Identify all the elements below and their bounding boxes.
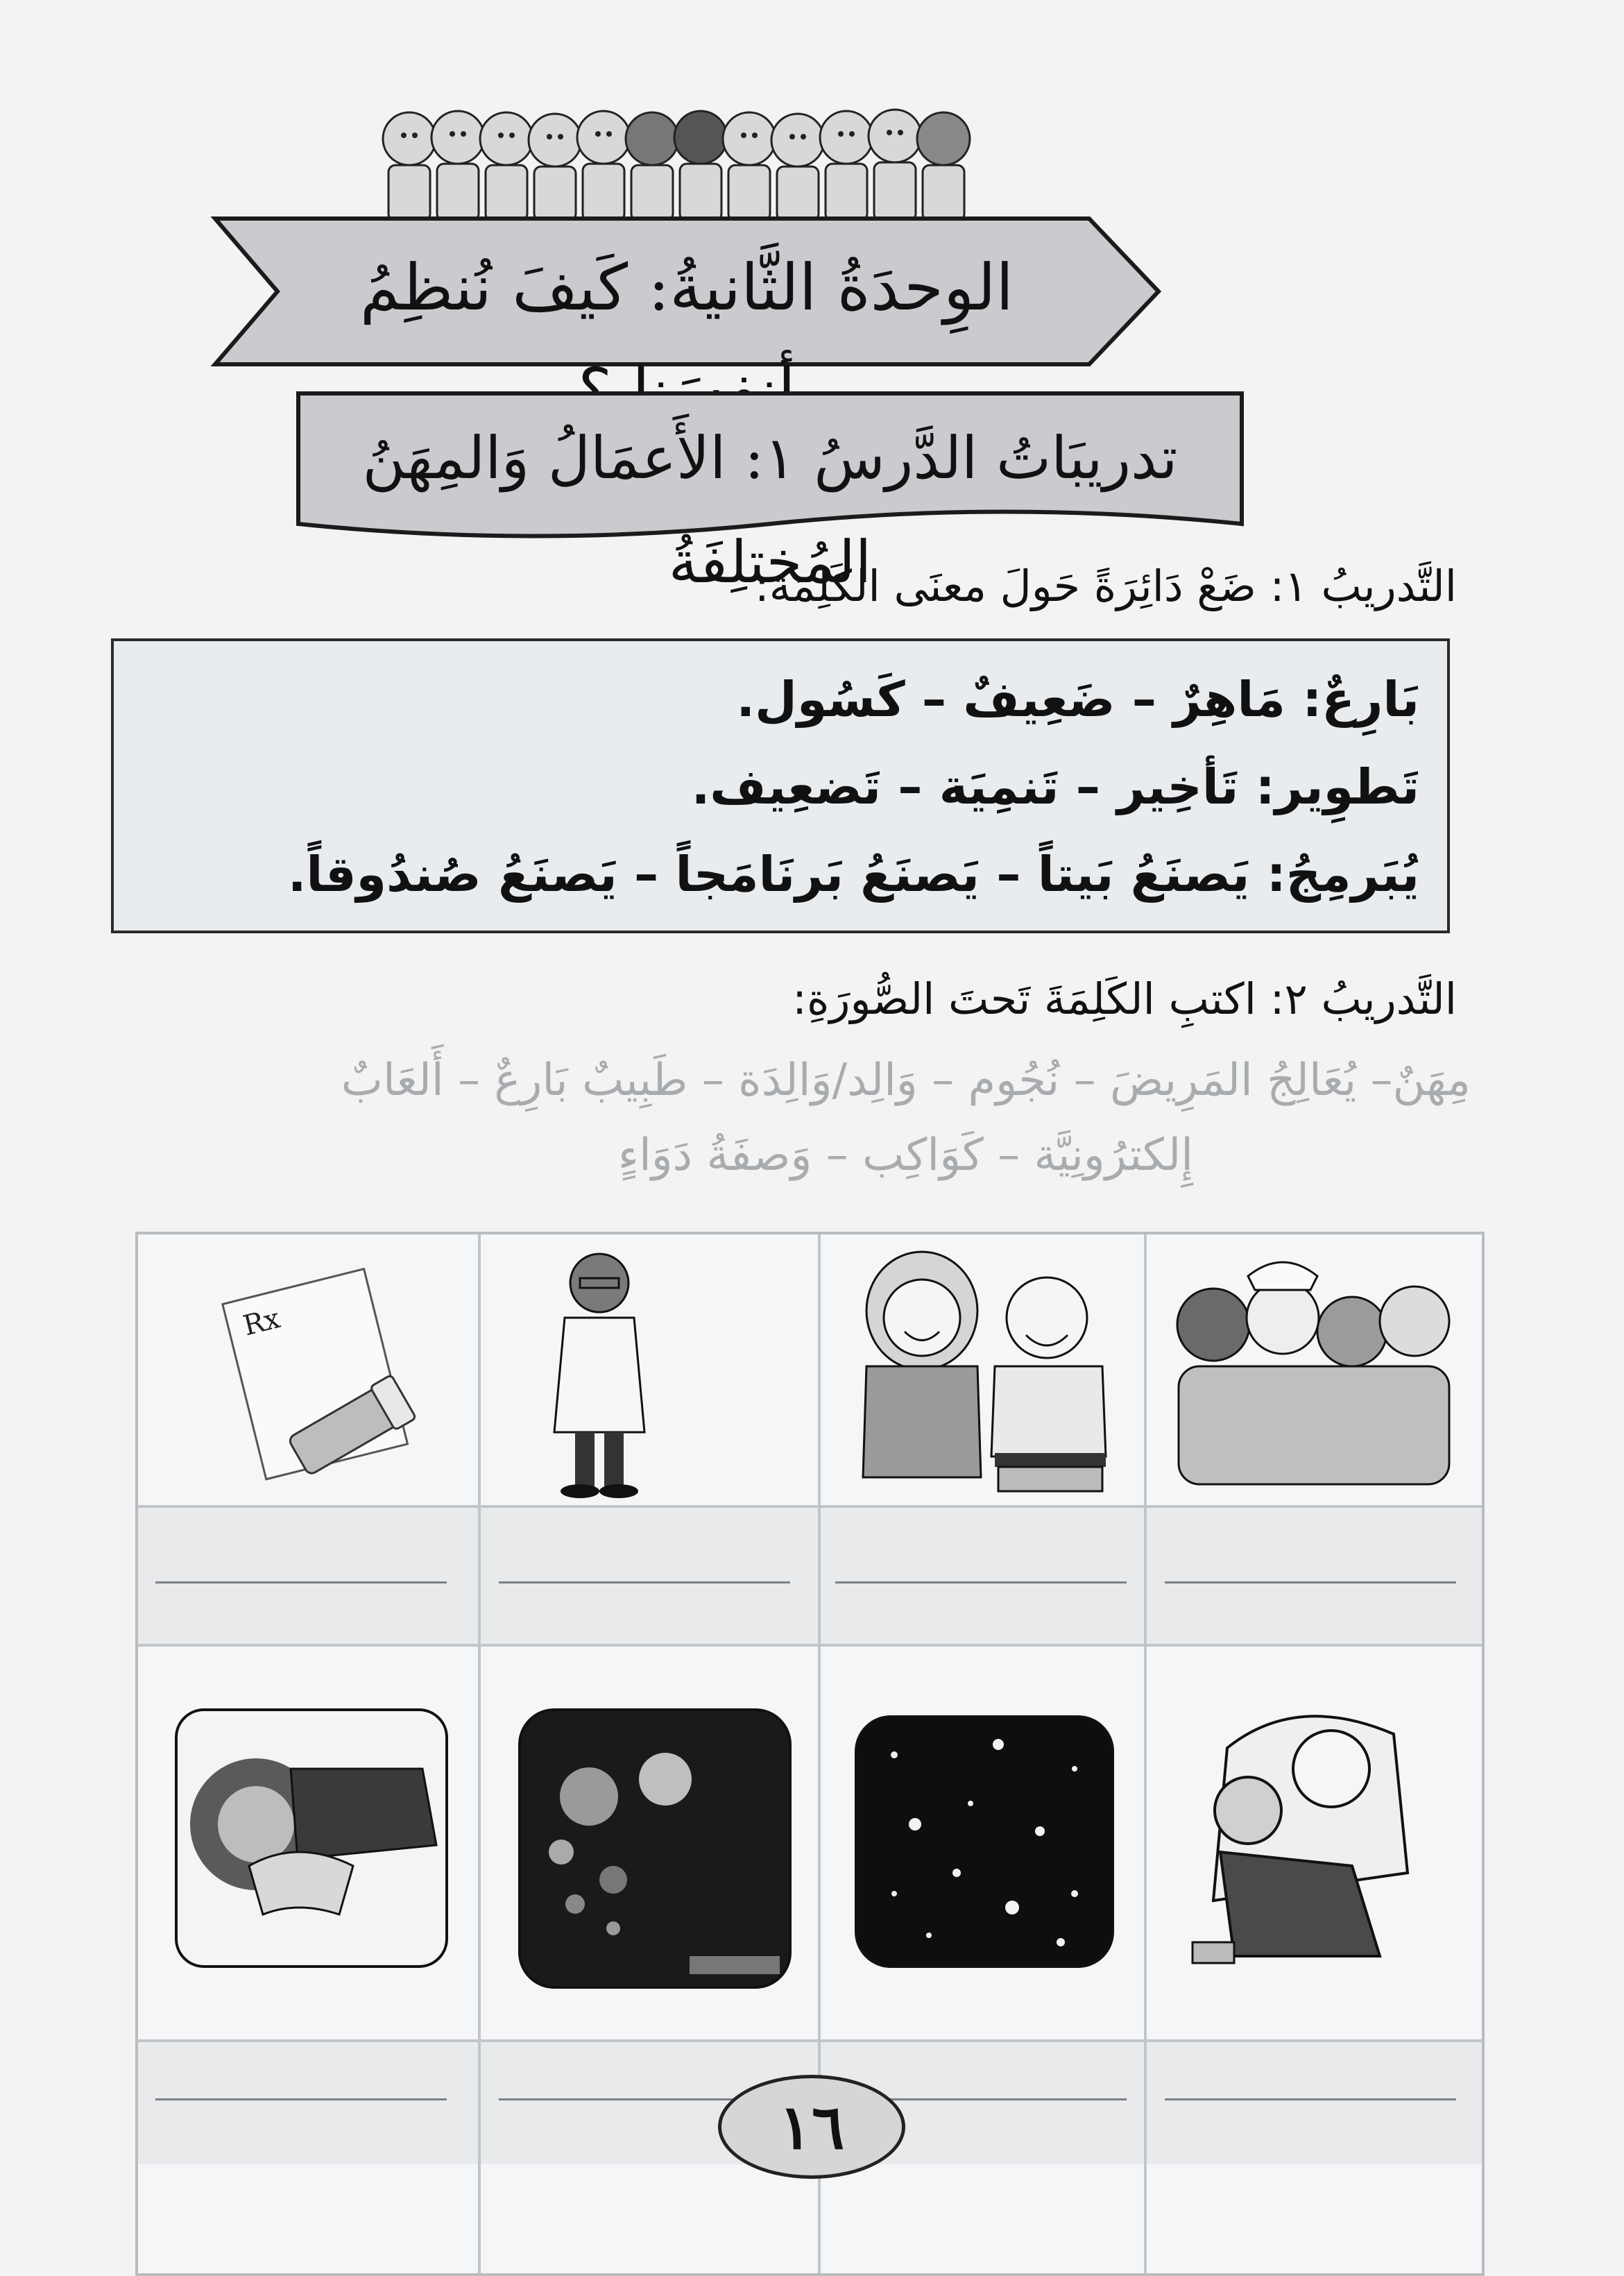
exercise1-item[interactable]: بَارِعٌ: مَاهِرٌ – ضَعِيفٌ – كَسُول. <box>736 671 1419 728</box>
page-number: ١٦ <box>718 2075 905 2179</box>
answer-line[interactable] <box>1165 1581 1456 1583</box>
exercise1-box <box>111 638 1450 933</box>
lesson-title: تدريبَاتُ الدَّرسُ ١: الأَعمَالُ وَالمِهَنُ المُختلِفَةُ <box>362 424 1178 596</box>
exercise1-item[interactable]: يُبَرمِجُ: يَصنَعُ بَيتاً – يَصنَعُ بَرنَامَجاً – يَصنَعُ صُندُوقاً. <box>287 846 1419 903</box>
doctor-icon <box>537 1245 662 1502</box>
exercise1-instruction: التَّدريبُ ١: ضَعْ دَائِرَةً حَولَ معنَى الكَلِمَة: <box>754 561 1457 611</box>
prescription-icon <box>214 1262 422 1484</box>
dentist-icon <box>1172 1692 1449 1984</box>
unit-title: الوِحدَةُ الثَّانيةُ: كَيفَ نُنظِمُ <box>359 250 1014 325</box>
svg-text:Rx: Rx <box>240 1302 284 1343</box>
word-bank-line: مِهَنٌ– يُعَالِجُ المَرِيضَ – نُجُوم – وَالِد/وَالِدَة – طَبِيبٌ بَارِعٌ – أَلعَابٌ <box>341 1055 1471 1106</box>
children-illustration <box>375 97 985 226</box>
answer-line[interactable] <box>835 1581 1127 1583</box>
parents-icon <box>839 1248 1130 1498</box>
planets-icon <box>516 1706 794 1991</box>
professions-icon <box>1165 1248 1463 1498</box>
answer-line[interactable] <box>155 1581 447 1583</box>
answer-line[interactable] <box>155 2098 447 2100</box>
answer-line[interactable] <box>499 1581 790 1583</box>
exercise1-item[interactable]: تَطوِير: تَأخِير – تَنمِيَة – تَضعِيف. <box>691 758 1419 815</box>
game-console-icon <box>173 1706 450 1970</box>
exercise2-instruction: التَّدريبُ ٢: اكتبِ الكَلِمَةَ تَحتَ الصُّورَةِ: <box>792 974 1457 1024</box>
answer-line[interactable] <box>1165 2098 1456 2100</box>
word-bank-line: إِلكترُونِيَّة – كَوَاكِب – وَصفَةُ دَوَاءٍ <box>617 1130 1193 1181</box>
stars-icon <box>853 1713 1116 1970</box>
answer-row <box>138 1505 1482 1644</box>
